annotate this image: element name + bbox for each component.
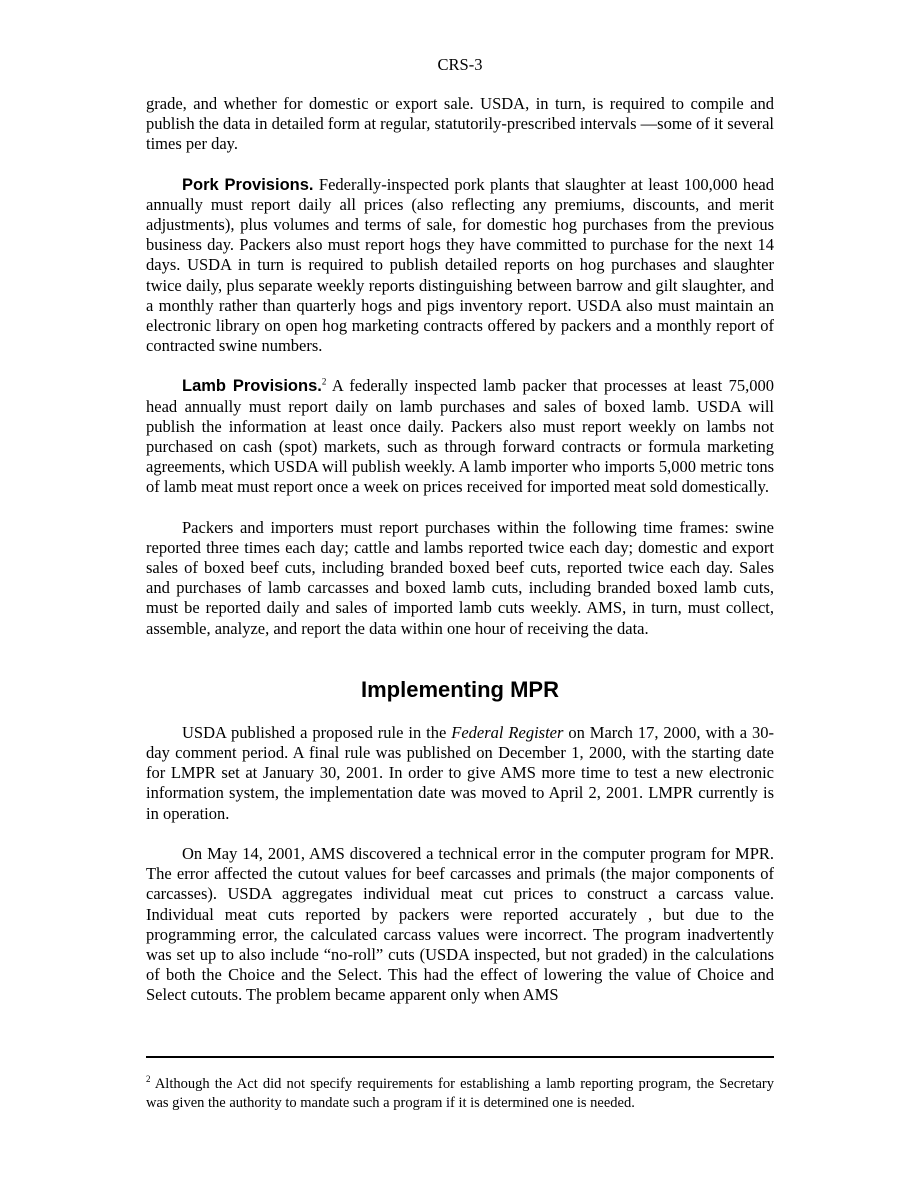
page-header: CRS-3 — [437, 55, 483, 74]
lamb-provisions-heading: Lamb Provisions. — [182, 377, 322, 396]
paragraph-proposed-rule — [146, 723, 774, 824]
page-body — [146, 94, 774, 1006]
federal-register-title: Federal Register — [451, 722, 564, 742]
pork-provisions-text: Federally-inspected pork plants that slaughter at least 100,000 head annually must report daily all prices (also reflecting any premiums, discounts, and merit adjustments), plus volumes and terms of sale, for domestic hog purchases from the previous business day. Packers also must report hogs they have committed to purchase for the next 14 days. USDA in turn is required to publish detailed reports on hog purchases and slaughter twice daily, plus separate weekly reports distinguishing between barrow and gilt slaughter, and a monthly rather than quarterly hogs and pigs inventory report. USDA also must maintain an electronic library on open hog marketing contracts offered by packers and a monthly report of contracted swine numbers. — [146, 174, 774, 356]
lamb-provisions-text: A federally inspected lamb packer that processes at least 75,000 head annually must report daily on lamb purchases and sales of boxed lamb. USDA will publish the information at least once daily. Packers also must report weekly on lambs not purchased on cash (spot) markets, such as through forward contracts or formula marketing agreements, which USDA will publish weekly. A lamb importer who imports 5,000 metric tons of lamb meat must report once a week on prices received for imported meat sold domestically. — [146, 376, 774, 497]
proposed-rule-text-before: USDA published a proposed rule in the — [182, 722, 452, 742]
section-heading: Implementing MPR — [360, 676, 559, 702]
pork-provisions-heading: Pork Provisions. — [182, 175, 314, 194]
footnote — [146, 1075, 774, 1113]
paragraph-continuation: grade, and whether for domestic or export sale. USDA, in turn, is required to compile and publish the data in detailed form at regular, statutorily-prescribed intervals —some of it several times per day. — [146, 94, 774, 154]
paragraph-technical-error: On May 14, 2001, AMS discovered a technical error in the computer program for MPR. The error affected the cutout values for beef carcasses and primals (the major components of carcasses). USDA aggregates individual meat cut prices to construct a carcass value. Individual meat cuts reported by packers were reported accurately , but due to the programming error, the calculated carcass values were incorrect. The program inadvertently was set up to also include “no-roll” cuts (USDA inspected, but not graded) in the calculations of both the Choice and the Select. This had the effect of lowering the value of Choice and Select cutouts. The problem became apparent only when AMS — [146, 843, 774, 1005]
footnote-text: Although the Act did not specify requirements for establishing a lamb reporting program, the Secretary was given the authority to mandate such a program if it is determined one is needed. — [146, 1076, 774, 1111]
paragraph-reporting-time-frames: Packers and importers must report purchases within the following time frames: swine reported three times each day; cattle and lambs reported twice each day; domestic and export sales of boxed beef cuts, including branded boxed beef cuts, reported twice each day. Sales and purchases of lamb carcasses and boxed lamb cuts, including branded boxed lamb cuts, must be reported daily and sales of imported lamb cuts weekly. AMS, in turn, must collect, assemble, analyze, and report the data within one hour of receiving the data. — [146, 517, 774, 638]
footnote-reference[interactable]: 2 — [321, 376, 327, 387]
paragraph-pork-provisions — [146, 175, 774, 357]
footnote-number: 2 — [146, 1074, 151, 1085]
proposed-rule-text-after: on March 17, 2000, with a 30-day comment period. A final rule was published on December 1, 2000, with the starting date for LMPR set at January 30, 2001. In order to give AMS more time to test a new electronic information system, the implementation date was moved to April 2, 2001. LMPR currently is in operation. — [146, 722, 775, 823]
footnote-divider — [146, 1056, 774, 1058]
paragraph-lamb-provisions — [146, 376, 774, 497]
